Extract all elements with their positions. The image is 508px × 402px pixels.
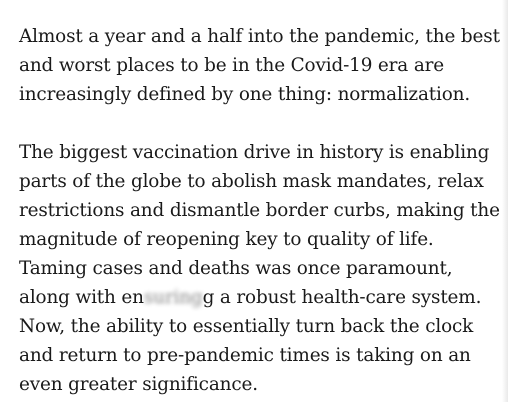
paragraph-spacer bbox=[19, 109, 488, 138]
paragraph-2 bbox=[19, 138, 500, 399]
paragraph-line: and return to pre-pandemic times is taking on an bbox=[19, 345, 471, 366]
paragraph-line: increasingly defined by one thing: normalization. bbox=[19, 84, 471, 105]
paragraph-1 bbox=[19, 22, 500, 109]
paragraph-line: Now, the ability to essentially turn back the clock bbox=[19, 316, 474, 337]
paragraph-line: Almost a year and a half into the pandemic, the best bbox=[19, 26, 500, 47]
paragraph-line-with-blur bbox=[19, 283, 488, 312]
paragraph-line: The biggest vaccination drive in history is enabling bbox=[19, 142, 490, 163]
text-after-blur: g a robust health-care system. bbox=[202, 287, 482, 308]
blurred-text: suring bbox=[143, 287, 203, 308]
paragraph-line: even greater significance. bbox=[19, 374, 258, 395]
paragraph-line: parts of the globe to abolish mask mandates, relax bbox=[19, 171, 484, 192]
paragraph-line: restrictions and dismantle border curbs, making the bbox=[19, 200, 500, 221]
paragraph-line: Taming cases and deaths was once paramount, bbox=[19, 258, 453, 279]
text-before-blur: along with en bbox=[19, 287, 144, 308]
paragraph-line: and worst places to be in the Covid-19 era are bbox=[19, 55, 445, 76]
paragraph-line: magnitude of reopening key to quality of life. bbox=[19, 229, 434, 250]
page-edge-shadow bbox=[502, 0, 508, 402]
